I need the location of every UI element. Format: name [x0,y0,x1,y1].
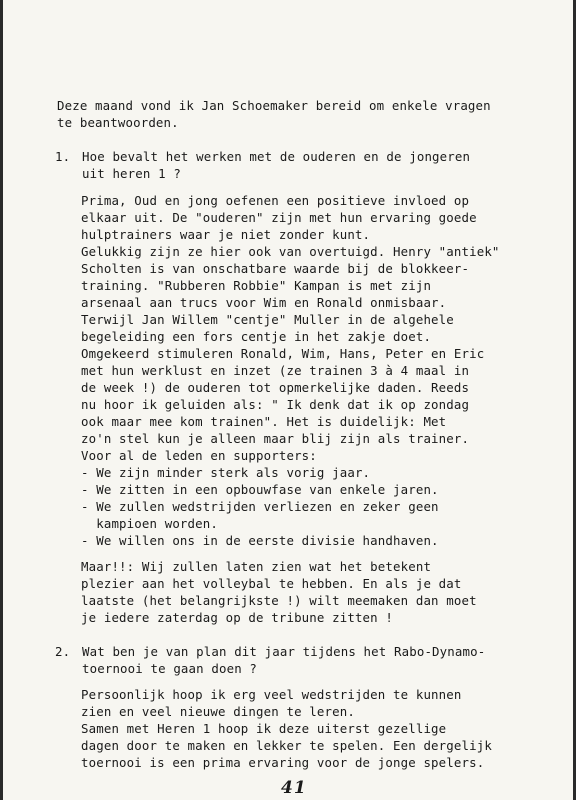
answer-1-bullet: - We zitten in een opbouwfase van enkele jaren. [81,482,439,497]
answer-1-line: training. "Rubberen Robbie" Kampan is met zijn [81,278,432,293]
answer-1-closing-line: laatste (het belangrijkste !) wilt meemaken dan moet [81,593,477,608]
answer-1-line: Terwijl Jan Willem "centje" Muller in de algehele [81,312,454,327]
answer-1-line: Scholten is van onschatbare waarde bij de blokkeer- [81,261,470,276]
answer-1-line: met hun werklust en inzet (ze trainen 3 à 4 maal in [81,363,470,378]
question-1-line: uit heren 1 ? [82,166,181,181]
answer-1-closing-line: Maar!!: Wij zullen laten zien wat het betekent [81,559,432,574]
answer-2-line: Persoonlijk hoop ik erg veel wedstrijden te kunnen [81,687,462,702]
answer-1-line: Voor al de leden en supporters: [81,448,317,463]
answer-1-line: nu hoor ik geluiden als: " Ik denk dat ik op zondag [81,397,470,412]
intro-line: Deze maand vond ik Jan Schoemaker bereid om enkele vragen [57,98,491,113]
answer-2-line: zien en veel nieuwe dingen te leren. [81,704,355,719]
question-1-line: Hoe bevalt het werken met de ouderen en de jongeren [82,149,471,164]
page-number: 41 [281,778,307,798]
answer-2-line: toernooi is een prima ervaring voor de jonge spelers. [81,755,485,770]
answer-1-closing-line: plezier aan het volleybal te hebben. En als je dat [81,576,462,591]
answer-1-line: begeleiding een fors centje in het zakje doet. [81,329,432,344]
answer-1-line: arsenaal aan trucs voor Wim en Ronald onmisbaar. [81,295,447,310]
intro-line: te beantwoorden. [57,115,179,130]
answer-1-line: ook maar mee kom trainen". Het is duidelijk: Met [81,414,447,429]
answer-1-line: zo'n stel kun je alleen maar blij zijn als trainer. [81,431,470,446]
answer-1-closing-line: je iedere zaterdag op de tribune zitten ! [81,610,394,625]
answer-1-line: Omgekeerd stimuleren Ronald, Wim, Hans, Peter en Eric [81,346,485,361]
answer-2-line: Samen met Heren 1 hoop ik deze uiterst gezellige [81,721,447,736]
answer-1-line: Prima, Oud en jong oefenen een positieve invloed op [81,193,470,208]
question-2-line: toernooi te gaan doen ? [82,661,258,676]
answer-1-line: de week !) de ouderen tot opmerkelijke daden. Reeds [81,380,470,395]
answer-1-line: Gelukkig zijn ze hier ook van overtuigd. Henry "antiek" [81,244,500,259]
question-2-number: 2. [55,644,71,659]
answer-1-bullet: kampioen worden. [81,516,218,531]
answer-1-line: elkaar uit. De "ouderen" zijn met hun ervaring goede [81,210,477,225]
answer-1-line: hulptrainers waar je niet zonder kunt. [81,227,371,242]
answer-2-line: dagen door te maken en lekker te spelen. Een dergelijk [81,738,492,753]
answer-1-bullet: - We willen ons in de eerste divisie handhaven. [81,533,439,548]
question-2-line: Wat ben je van plan dit jaar tijdens het Rabo-Dynamo- [82,644,486,659]
answer-1-bullet: - We zijn minder sterk als vorig jaar. [81,465,371,480]
answer-1-bullet: - We zullen wedstrijden verliezen en zeker geen [81,499,439,514]
question-1-number: 1. [55,149,71,164]
